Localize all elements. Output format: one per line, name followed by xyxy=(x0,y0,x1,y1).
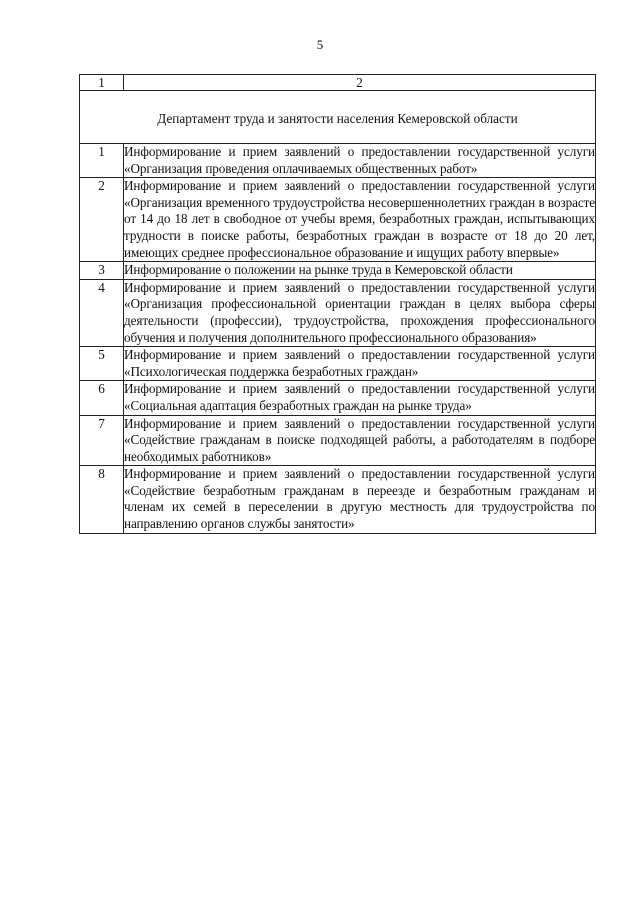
row-text: Информирование и прием заявлений о предоставлении государственной услуги «Организация проведения оплачиваемых общественных работ» xyxy=(124,144,596,178)
row-text: Информирование и прием заявлений о предоставлении государственной услуги «Социальная адаптация безработных граждан на рынке труда» xyxy=(124,381,596,415)
row-number: 1 xyxy=(80,144,124,178)
row-text: Информирование о положении на рынке труда в Кемеровской области xyxy=(124,262,596,280)
table-row xyxy=(80,347,596,381)
row-number: 2 xyxy=(80,178,124,262)
row-number: 3 xyxy=(80,262,124,280)
table-row xyxy=(80,262,596,280)
table-header-row xyxy=(80,75,596,91)
column-header-number: 1 xyxy=(80,75,124,91)
row-text: Информирование и прием заявлений о предоставлении государственной услуги «Психологическая поддержка безработных граждан» xyxy=(124,347,596,381)
table-row xyxy=(80,466,596,533)
table-row xyxy=(80,178,596,262)
row-text: Информирование и прием заявлений о предоставлении государственной услуги «Организация временного трудоустройства несовершеннолетних граждан в возрасте от 14 до 18 лет в свободное от учебы время, безработных граждан, испытывающих трудности в поиске работы, безработных граждан в возрасте от 18 до 20 лет, имеющих среднее профессиональное образование и ищущих работу впервые» xyxy=(124,178,596,262)
department-row xyxy=(80,91,596,144)
department-heading: Департамент труда и занятости населения Кемеровской области xyxy=(80,91,596,144)
row-number: 4 xyxy=(80,279,124,346)
table-row xyxy=(80,415,596,466)
row-number: 6 xyxy=(80,381,124,415)
row-number: 7 xyxy=(80,415,124,466)
row-text: Информирование и прием заявлений о предоставлении государственной услуги «Содействие гражданам в поиске подходящей работы, а работодателям в подборе необходимых работников» xyxy=(124,415,596,466)
row-number: 5 xyxy=(80,347,124,381)
table-row xyxy=(80,279,596,346)
row-number: 8 xyxy=(80,466,124,533)
column-header-description: 2 xyxy=(124,75,596,91)
services-table xyxy=(79,74,596,534)
row-text: Информирование и прием заявлений о предоставлении государственной услуги «Организация профессиональной ориентации граждан в целях выбора сферы деятельности (профессии), трудоустройства, прохождения профессионального обучения и получения дополнительного профессионального образования» xyxy=(124,279,596,346)
row-text: Информирование и прием заявлений о предоставлении государственной услуги «Содействие безработным гражданам в переезде и безработным гражданам и членам их семей в переселении в другую местность для трудоустройства по направлению органов службы занятости» xyxy=(124,466,596,533)
table-row xyxy=(80,381,596,415)
page-number: 5 xyxy=(316,37,324,52)
table-row xyxy=(80,144,596,178)
